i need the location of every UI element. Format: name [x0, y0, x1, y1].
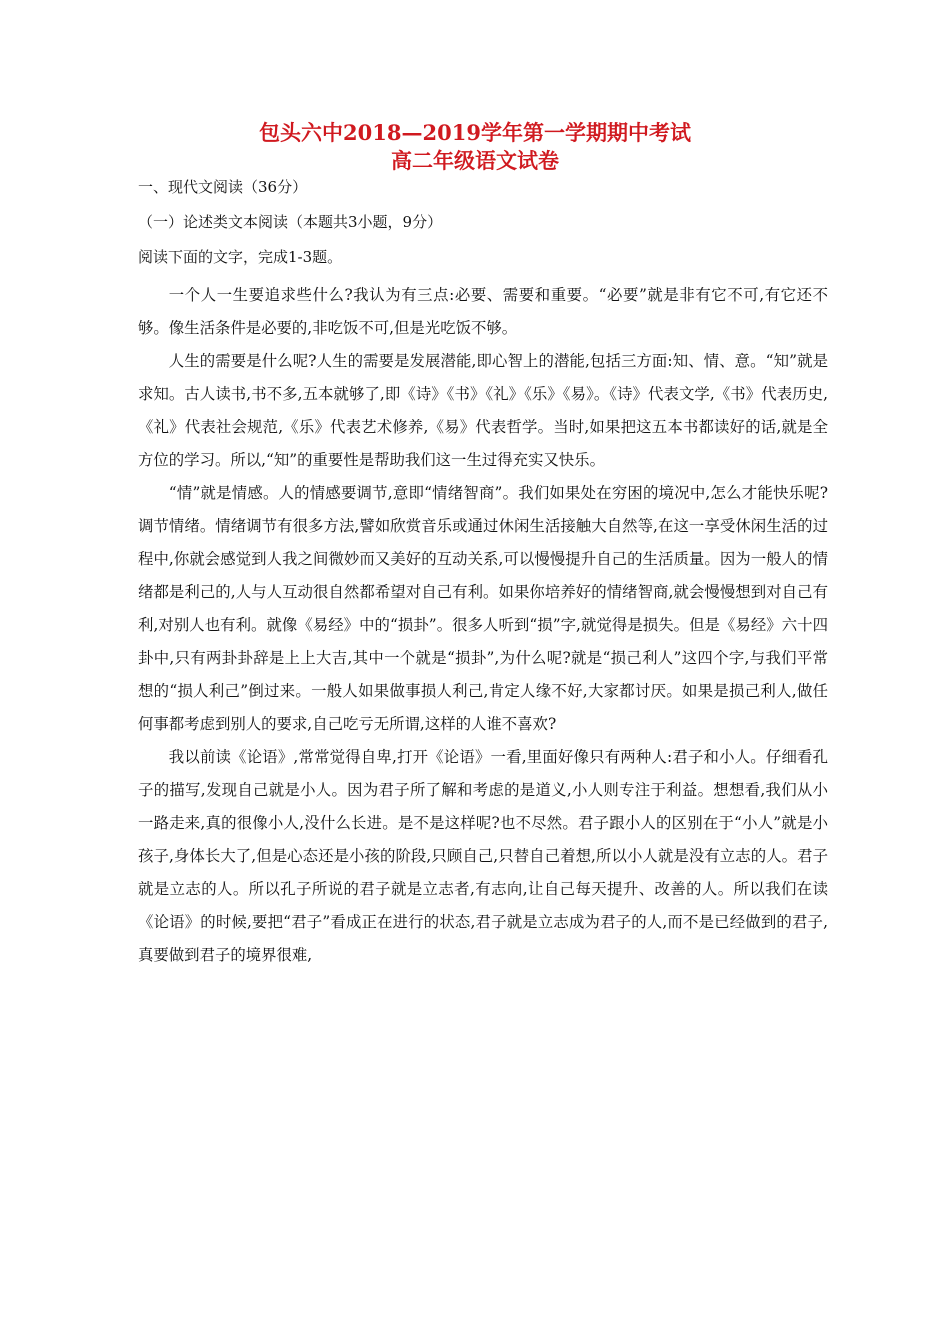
- section-heading: 一、现代文阅读（36分）: [138, 178, 308, 196]
- passage-paragraph: “情”就是情感。人的情感要调节,意即“情绪智商”。我们如果处在穷困的境况中,怎么才能快乐呢?调节情绪。情绪调节有很多方法,譬如欣赏音乐或通过休闲生活接触大自然等,在这一享受休闲生活的过程中,你就会感觉到人我之间微妙而又美好的互动关系,可以慢慢提升自己的生活质量。因为一般人的情绪都是利己的,人与人互动很自然都希望对自己有利。如果你培养好的情绪智商,就会慢慢想到对自己有利,对别人也有利。就像《易经》中的“损卦”。很多人听到“损”字,就觉得是损失。但是《易经》六十四卦中,只有两卦卦辞是上上大吉,其中一个就是“损卦”,为什么呢?就是“损己利人”这四个字,与我们平常想的“损人利己”倒过来。一般人如果做事损人利己,肯定人缘不好,大家都讨厌。如果是损己利人,做任何事都考虑到别人的要求,自己吃亏无所谓,这样的人谁不喜欢?: [138, 484, 828, 733]
- reading-passage: [138, 279, 828, 972]
- exam-subtitle: 高二年级语文试卷: [391, 148, 559, 173]
- exam-title: 包头六中2018—2019学年第一学期期中考试: [259, 120, 691, 145]
- passage-paragraph: 人生的需要是什么呢?人生的需要是发展潜能,即心智上的潜能,包括三方面:知、情、意。“知”就是求知。古人读书,书不多,五本就够了,即《诗》《书》《礼》《乐》《易》。《诗》代表文学,《书》代表历史,《礼》代表社会规范,《乐》代表艺术修养,《易》代表哲学。当时,如果把这五本书都读好的话,就是全方位的学习。所以,“知”的重要性是帮助我们这一生过得充实又快乐。: [138, 352, 828, 469]
- section-subheading: （一）论述类文本阅读（本题共3小题，9分）: [138, 213, 443, 231]
- passage-paragraph: 一个人一生要追求些什么?我认为有三点:必要、需要和重要。“必要”就是非有它不可,有它还不够。像生活条件是必要的,非吃饭不可,但是光吃饭不够。: [138, 286, 828, 337]
- passage-paragraph: 我以前读《论语》,常常觉得自卑,打开《论语》一看,里面好像只有两种人:君子和小人。仔细看孔子的描写,发现自己就是小人。因为君子所了解和考虑的是道义,小人则专注于利益。想想看,我们从小一路走来,真的很像小人,没什么长进。是不是这样呢?也不尽然。君子跟小人的区别在于“小人”就是小孩子,身体长大了,但是心态还是小孩的阶段,只顾自己,只替自己着想,所以小人就是没有立志的人。君子就是立志的人。所以孔子所说的君子就是立志者,有志向,让自己每天提升、改善的人。所以我们在读《论语》的时候,要把“君子”看成正在进行的状态,君子就是立志成为君子的人,而不是已经做到的君子,真要做到君子的境界很难,: [138, 748, 828, 964]
- reading-instruction: 阅读下面的文字，完成1-3题。: [138, 248, 343, 266]
